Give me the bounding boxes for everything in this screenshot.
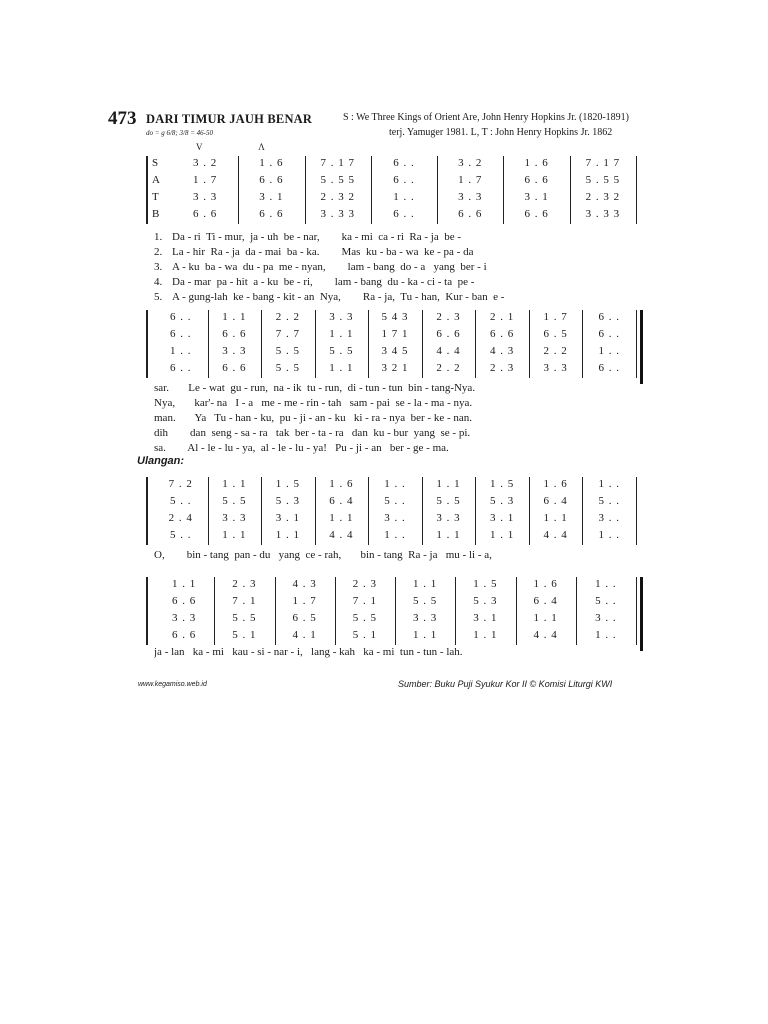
note-cell-s: 3 . 2 xyxy=(193,157,218,169)
note-cell-t: 3 . 1 xyxy=(275,512,300,524)
note-cell-a: 1 . 7 xyxy=(458,174,483,186)
barline xyxy=(529,310,530,378)
voice-label-t: T xyxy=(152,191,159,203)
note-cell-b: 4 . 4 xyxy=(543,529,568,541)
voice-label-a: A xyxy=(152,174,160,186)
note-cell-b: 3 . 3 3 xyxy=(585,208,621,220)
note-cell-b: 6 . 6 xyxy=(524,208,549,220)
barline xyxy=(368,310,369,378)
note-cell-t: 3 . 3 xyxy=(413,612,438,624)
lyric-line: Da - ri Ti - mur, ja - uh be - nar, ka - mi ca - ri Ra - ja be - xyxy=(172,231,462,243)
note-cell-t: 2 . 2 xyxy=(543,345,568,357)
lyric-line: Nya, kar'- na I - a me - me - rin - tah sam - pai se - la - ma - nya. xyxy=(154,397,473,409)
note-cell-t: 3 . 3 xyxy=(222,345,247,357)
lyric-line: man. Ya Tu - han - ku, pu - ji - an - ku ki - ra - nya ber - ke - nan. xyxy=(154,412,473,424)
note-cell-t: 1 . 1 xyxy=(329,512,354,524)
note-cell-s: 1 . 6 xyxy=(524,157,549,169)
note-cell-b: 5 . 5 xyxy=(275,362,300,374)
note-cell-a: 5 . 5 xyxy=(436,495,461,507)
note-cell-s: 1 . . xyxy=(598,478,620,490)
barline xyxy=(636,156,637,224)
barline xyxy=(570,156,571,224)
note-cell-s: 1 . 1 xyxy=(172,578,197,590)
final-barline xyxy=(640,310,643,384)
note-cell-b: 6 . . xyxy=(393,208,415,220)
barline xyxy=(371,156,372,224)
barline xyxy=(208,477,209,545)
note-cell-t: 1 . 1 xyxy=(533,612,558,624)
note-cell-a: 5 . 5 xyxy=(413,595,438,607)
note-cell-t: 4 . 3 xyxy=(489,345,515,357)
barline xyxy=(455,577,456,645)
barline xyxy=(636,310,637,378)
note-cell-b: 1 . 1 xyxy=(489,529,515,541)
note-cell-s: 2 . 1 xyxy=(489,311,515,323)
note-cell-a: 5 . . xyxy=(170,495,192,507)
barline xyxy=(335,577,336,645)
note-cell-b: 3 . 3 3 xyxy=(320,208,355,220)
lyric-line: A - gung-lah ke - bang - kit - an Nya, Ra - ja, Tu - han, Kur - ban e - xyxy=(172,291,505,303)
note-cell-s: 1 . 5 xyxy=(473,578,498,590)
note-cell-t: 3 . 1 xyxy=(259,191,284,203)
barline xyxy=(208,310,209,378)
note-cell-t: 3 . 1 xyxy=(489,512,515,524)
barline xyxy=(636,477,637,545)
barline xyxy=(368,477,369,545)
barline xyxy=(516,577,517,645)
note-cell-a: 5 . 3 xyxy=(489,495,515,507)
verse-number: 4. xyxy=(154,276,163,288)
lyric-line: La - hir Ra - ja da - mai ba - ka. Mas ku - ba - wa ke - pa - da xyxy=(172,246,474,258)
note-cell-a: 7 . 1 xyxy=(352,595,377,607)
note-cell-b: 1 . 1 xyxy=(473,629,498,641)
note-cell-a: 1 . 7 xyxy=(193,174,218,186)
note-cell-b: 5 . 1 xyxy=(232,629,257,641)
note-cell-a: 5 . . xyxy=(598,495,620,507)
note-cell-s: 7 . 1 7 xyxy=(320,157,355,169)
note-cell-b: 1 . . xyxy=(384,529,406,541)
note-cell-a: 6 . 6 xyxy=(489,328,515,340)
barline xyxy=(582,310,583,378)
system-bracket xyxy=(146,477,148,545)
note-cell-a: 5 . . xyxy=(384,495,406,507)
lyric-line: O, bin - tang pan - du yang ce - rah, bin - tang Ra - ja mu - li - a, xyxy=(154,549,492,561)
note-cell-t: 1 . . xyxy=(393,191,415,203)
note-cell-t: 5 . 5 xyxy=(275,345,300,357)
note-cell-a: 5 . . xyxy=(595,595,617,607)
footer-source: Sumber: Buku Puji Syukur Kor II © Komisi Liturgi KWI xyxy=(398,679,613,689)
note-cell-s: 1 . 5 xyxy=(275,478,300,490)
note-cell-a: 5 . 5 5 xyxy=(320,174,355,186)
note-cell-b: 3 . 3 xyxy=(543,362,568,374)
note-cell-t: 3 . 3 xyxy=(172,612,197,624)
note-cell-a: 1 . 7 xyxy=(292,595,317,607)
note-cell-a: 6 . 6 xyxy=(259,174,284,186)
verse-number: 2. xyxy=(154,246,163,258)
barline xyxy=(475,310,476,378)
note-cell-b: 4 . 1 xyxy=(292,629,317,641)
verse-number: 5. xyxy=(154,291,163,303)
lyric-line: dih dan seng - sa - ra tak ber - ta - ra dan ku - bur yang se - pi. xyxy=(154,427,471,439)
note-cell-t: 2 . 3 2 xyxy=(585,191,621,203)
note-cell-a: 1 . 1 xyxy=(329,328,354,340)
note-cell-t: 2 . 3 2 xyxy=(320,191,355,203)
note-cell-t: 2 . 4 xyxy=(168,512,193,524)
barline xyxy=(529,477,530,545)
note-cell-b: 1 . 1 xyxy=(413,629,438,641)
note-cell-a: 6 . . xyxy=(598,328,620,340)
note-cell-a: 6 . 6 xyxy=(524,174,549,186)
note-cell-b: 6 . 6 xyxy=(458,208,483,220)
barline xyxy=(422,310,423,378)
barline xyxy=(636,577,637,645)
hymn-number: 473 xyxy=(108,108,137,129)
credit-line-2: terj. Yamuger 1981. L, T : John Henry Hopkins Jr. 1862 xyxy=(389,127,613,138)
note-cell-b: 1 . 1 xyxy=(329,362,354,374)
barline xyxy=(315,310,316,378)
note-cell-s: 1 . . xyxy=(384,478,406,490)
note-cell-t: 3 4 5 xyxy=(381,345,409,357)
verse-number: 3. xyxy=(154,261,163,273)
note-cell-a: 5 . 5 5 xyxy=(585,174,621,186)
lyric-line: ja - lan ka - mi kau - si - nar - i, lang - kah ka - mi tun - tun - lah. xyxy=(154,646,463,658)
note-cell-s: 1 . 5 xyxy=(489,478,515,490)
note-cell-s: 2 . 2 xyxy=(275,311,300,323)
note-cell-t: 1 . . xyxy=(598,345,620,357)
voice-label-b: B xyxy=(152,208,160,220)
note-cell-b: 5 . . xyxy=(170,529,192,541)
note-cell-t: 3 . 3 xyxy=(458,191,483,203)
barline xyxy=(576,577,577,645)
note-cell-a: 1 7 1 xyxy=(381,328,409,340)
note-cell-b: 6 . 6 xyxy=(259,208,284,220)
note-cell-a: 6 . 4 xyxy=(533,595,558,607)
note-cell-b: 1 . 1 xyxy=(436,529,461,541)
note-cell-b: 2 . 3 xyxy=(489,362,515,374)
note-cell-s: 1 . 6 xyxy=(533,578,558,590)
note-cell-s: 1 . 1 xyxy=(413,578,438,590)
note-cell-b: 1 . . xyxy=(595,629,617,641)
breath-mark-v: V xyxy=(196,142,203,152)
note-cell-t: 3 . 1 xyxy=(524,191,549,203)
note-cell-b: 5 . 1 xyxy=(352,629,377,641)
note-cell-t: 5 . 5 xyxy=(232,612,257,624)
note-cell-s: 1 . 6 xyxy=(259,157,284,169)
barline xyxy=(582,477,583,545)
note-cell-a: 6 . 5 xyxy=(543,328,568,340)
breath-mark-caret: Λ xyxy=(258,142,265,152)
note-cell-b: 1 . 1 xyxy=(275,529,300,541)
note-cell-t: 3 . . xyxy=(595,612,617,624)
voice-label-s: S xyxy=(152,157,159,169)
note-cell-t: 3 . . xyxy=(598,512,620,524)
refrain-label: Ulangan: xyxy=(137,455,185,467)
note-cell-a: 7 . 1 xyxy=(232,595,257,607)
note-cell-a: 6 . 4 xyxy=(329,495,354,507)
note-cell-a: 5 . 5 xyxy=(222,495,247,507)
hymn-title: DARI TIMUR JAUH BENAR xyxy=(146,112,313,126)
lyric-line: A - ku ba - wa du - pa me - nyan, lam - bang do - a yang ber - i xyxy=(172,261,487,273)
note-cell-b: 2 . 2 xyxy=(436,362,461,374)
note-cell-t: 3 . 3 xyxy=(436,512,461,524)
barline xyxy=(214,577,215,645)
note-cell-b: 6 . 6 xyxy=(172,629,197,641)
note-cell-a: 5 . 3 xyxy=(275,495,300,507)
barline xyxy=(305,156,306,224)
note-cell-a: 6 . 4 xyxy=(543,495,568,507)
note-cell-s: 1 . 1 xyxy=(436,478,461,490)
verse-number: 1. xyxy=(154,231,163,243)
note-cell-s: 6 . . xyxy=(170,311,192,323)
note-cell-a: 6 . 6 xyxy=(172,595,197,607)
note-cell-s: 5 4 3 xyxy=(381,311,409,323)
note-cell-t: 1 . 1 xyxy=(543,512,568,524)
note-cell-t: 3 . . xyxy=(384,512,406,524)
note-cell-s: 3 . 3 xyxy=(329,311,354,323)
note-cell-a: 7 . 7 xyxy=(275,328,300,340)
barline xyxy=(315,477,316,545)
note-cell-a: 6 . . xyxy=(170,328,192,340)
note-cell-a: 5 . 3 xyxy=(473,595,498,607)
note-cell-b: 3 2 1 xyxy=(381,362,409,374)
note-cell-s: 1 . . xyxy=(595,578,617,590)
lyric-line: sar. Le - wat gu - run, na - ik tu - run, di - tun - tun bin - tang-Nya. xyxy=(154,382,476,394)
note-cell-s: 1 . 7 xyxy=(543,311,568,323)
note-cell-s: 6 . . xyxy=(393,157,415,169)
note-cell-a: 6 . . xyxy=(393,174,415,186)
note-cell-t: 6 . 5 xyxy=(292,612,317,624)
key-tempo: do = g 6/8; 3/8 = 46-50 xyxy=(146,129,213,137)
system-bracket xyxy=(146,310,148,378)
footer-website: www.kegamiso.web.id xyxy=(138,681,207,688)
note-cell-b: 4 . 4 xyxy=(329,529,354,541)
note-cell-s: 1 . 6 xyxy=(543,478,568,490)
lyric-line: sa. Al - le - lu - ya, al - le - lu - ya! Pu - ji - an ber - ge - ma. xyxy=(154,442,449,454)
note-cell-s: 2 . 3 xyxy=(436,311,461,323)
note-cell-s: 4 . 3 xyxy=(292,578,317,590)
barline xyxy=(437,156,438,224)
note-cell-b: 4 . 4 xyxy=(533,629,558,641)
note-cell-b: 1 . 1 xyxy=(222,529,247,541)
note-cell-t: 5 . 5 xyxy=(352,612,377,624)
note-cell-t: 4 . 4 xyxy=(436,345,461,357)
note-cell-b: 6 . . xyxy=(170,362,192,374)
barline xyxy=(238,156,239,224)
note-cell-s: 7 . 2 xyxy=(168,478,193,490)
barline xyxy=(475,477,476,545)
lyric-line: Da - mar pa - hit a - ku be - ri, lam - bang du - ka - ci - ta pe - xyxy=(172,276,475,288)
barline xyxy=(275,577,276,645)
note-cell-s: 1 . 6 xyxy=(329,478,354,490)
final-barline xyxy=(640,577,643,651)
note-cell-b: 6 . 6 xyxy=(193,208,218,220)
note-cell-t: 5 . 5 xyxy=(329,345,354,357)
note-cell-b: 1 . . xyxy=(598,529,620,541)
barline xyxy=(395,577,396,645)
note-cell-s: 2 . 3 xyxy=(232,578,257,590)
barline xyxy=(261,477,262,545)
note-cell-t: 1 . . xyxy=(170,345,192,357)
note-cell-s: 1 . 1 xyxy=(222,311,247,323)
barline xyxy=(422,477,423,545)
breath-marks xyxy=(196,142,318,152)
note-cell-t: 3 . 3 xyxy=(222,512,247,524)
note-cell-b: 6 . 6 xyxy=(222,362,247,374)
note-cell-s: 1 . 1 xyxy=(222,478,247,490)
note-cell-a: 6 . 6 xyxy=(436,328,461,340)
barline xyxy=(261,310,262,378)
note-cell-a: 6 . 6 xyxy=(222,328,247,340)
note-cell-t: 3 . 3 xyxy=(193,191,218,203)
note-cell-t: 3 . 1 xyxy=(473,612,498,624)
note-cell-s: 2 . 3 xyxy=(352,578,377,590)
note-cell-s: 6 . . xyxy=(598,311,620,323)
system-bracket xyxy=(146,577,148,645)
note-cell-s: 7 . 1 7 xyxy=(585,157,621,169)
note-cell-b: 6 . . xyxy=(598,362,620,374)
credit-line-1: S : We Three Kings of Orient Are, John Henry Hopkins Jr. (1820-1891) xyxy=(343,112,630,123)
note-cell-s: 3 . 2 xyxy=(458,157,483,169)
barline xyxy=(503,156,504,224)
system-bracket xyxy=(146,156,148,224)
